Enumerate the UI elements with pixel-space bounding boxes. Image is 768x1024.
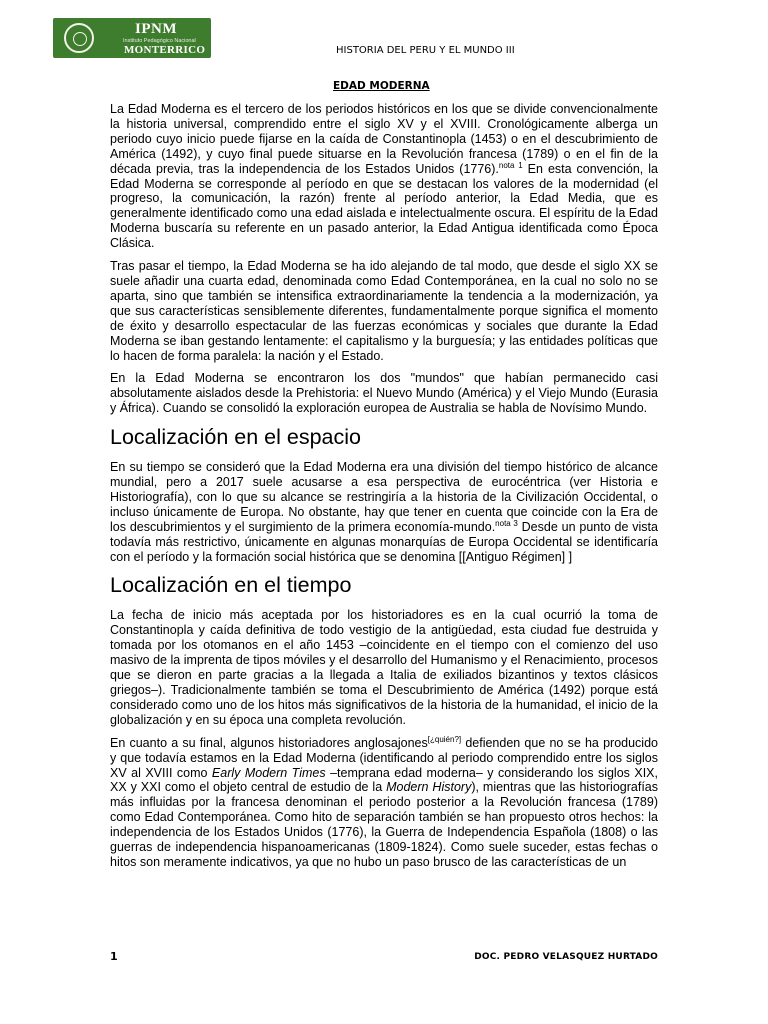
section-title: EDAD MODERNA — [333, 80, 430, 92]
tiempo-paragraph-1: La fecha de inicio más aceptada por los historiadores es en la cual ocurrió la toma de Constantinopla y caída definitiva de todo vestigio de la antigüedad, esta ciudad fue destruida y tomada por los otomanos en el año 1453 –coincidente en el tiempo con el comienzo del uso masivo de la imprenta de tipos móviles y el desarrollo del Humanismo y el Renacimiento, procesos que se dieron en parte gracias a la llegada a Italia de exiliados bizantinos y textos clásicos griegos–). Tradicionalmente también se toma el Descubrimiento de América (1492) porque está considerado como uno de los hitos más significativos de la historia de la humanidad, el inicio de la globalización y en su época una completa revolución. — [110, 608, 658, 727]
heading-tiempo: Localización en el tiempo — [110, 573, 352, 598]
logo-place: MONTERRICO — [124, 44, 206, 56]
espacio-paragraph-1: En su tiempo se consideró que la Edad Moderna era una división del tiempo histórico de alcance mundial, pero a 2017 suele acusarse a esa perspectiva de eurocéntrica (ver Historia e Historiografía), con lo que su alcance se restringiría a la historia de la Civilización Occidental, o incluso únicamente de Europa. No obstante, hay que tener en cuenta que coincide con la Era de los descubrimientos y el surgimiento de la primera economía-mundo.$^{nota 3}$ Desde un punto de vista todavía más restrictivo, únicamente en algunas monarquías de Europa Occidental se identificaría con el período y la formación social histórica que se denomina [[Antiguo Régimen] ] — [110, 460, 658, 564]
institution-logo — [53, 18, 211, 58]
tiempo-paragraph-2: En cuanto a su final, algunos historiadores anglosajones[¿quién?] defienden que no se ha producido y que todavía estamos en la Edad Moderna (identificando al periodo comprendido entre los siglos XV al XVIII como Early Modern Times –temprana edad moderna– y considerando los siglos XIX, XX y XXI como el objeto central de estudio de la Modern History), mientras que las historiografías más influidas por la francesa denominan el periodo posterior a la Revolución francesa (1789) como Edad Contemporánea. Como hito de separación también se han propuesto otros hechos: la independencia de los Estados Unidos (1776), la Guerra de Independencia Española (1808) o las guerras de independencia hispanoamericanas (1809-1824). Como suele suceder, estas fechas o hitos son meramente indicativos, ya que no hubo un paso brusco de las características de un — [110, 734, 658, 869]
heading-espacio: Localización en el espacio — [110, 425, 361, 450]
header-title: HISTORIA DEL PERU Y EL MUNDO III — [336, 45, 515, 56]
footnote-ref[interactable]: nota 3 — [495, 518, 518, 528]
footer-author: DOC. PEDRO VELASQUEZ HURTADO — [474, 952, 658, 962]
logo-subtitle: Instituto Pedagógico Nacional — [123, 38, 196, 44]
logo-name: IPNM — [135, 21, 177, 37]
document-body — [110, 102, 658, 878]
page-number: 1 — [110, 950, 118, 963]
citation-needed-ref[interactable]: [¿quién?] — [427, 734, 462, 744]
footnote-ref[interactable]: nota 1 — [498, 160, 523, 170]
seal-icon — [64, 23, 94, 53]
intro-paragraph-2: Tras pasar el tiempo, la Edad Moderna se ha ido alejando de tal modo, que desde el siglo XX se suele añadir una cuarta edad, denominada como Edad Contemporánea, en la cual no solo no se aparta, sino que también se intensifica extraordinariamente la tendencia a la modernización, ya que sus características sensiblemente diferentes, fundamentalmente porque significa el momento de éxito y desarrollo espectacular de las fuerzas económicas y sociales que durante la Edad Moderna se iban gestando lentamente: el capitalismo y la burguesía; y las entidades políticas que lo hacen de forma paralela: la nación y el Estado. — [110, 259, 658, 363]
intro-paragraph-1: La Edad Moderna es el tercero de los periodos históricos en los que se divide convencionalmente la historia universal, comprendido entre el siglo XV y el XVIII. Cronológicamente alberga un periodo cuyo inicio puede fijarse en la caída de Constantinopla (1453) o en el descubrimiento de América (1492), y cuyo final puede situarse en la Revolución francesa (1789) o en el fin de la década previa, tras la independencia de los Estados Unidos (1776).$^{nota 1}$ En esta convención, la Edad Moderna se corresponde al período en que se destacan los valores de la modernidad (el progreso, la comunicación, la razón) frente al período anterior, la Edad Media, que es generalmente identificado como una edad aislada e intelectualmente oscura. El espíritu de la Edad Moderna buscaría su referente en un pasado anterior, la Edad Antigua identificada como Época Clásica. — [110, 102, 658, 251]
intro-paragraph-3: En la Edad Moderna se encontraron los dos "mundos" que habían permanecido casi absolutamente aislados desde la Prehistoria: el Nuevo Mundo (América) y el Viejo Mundo (Eurasia y África). Cuando se consolidó la exploración europea de Australia se habla de Novísimo Mundo. — [110, 371, 658, 416]
